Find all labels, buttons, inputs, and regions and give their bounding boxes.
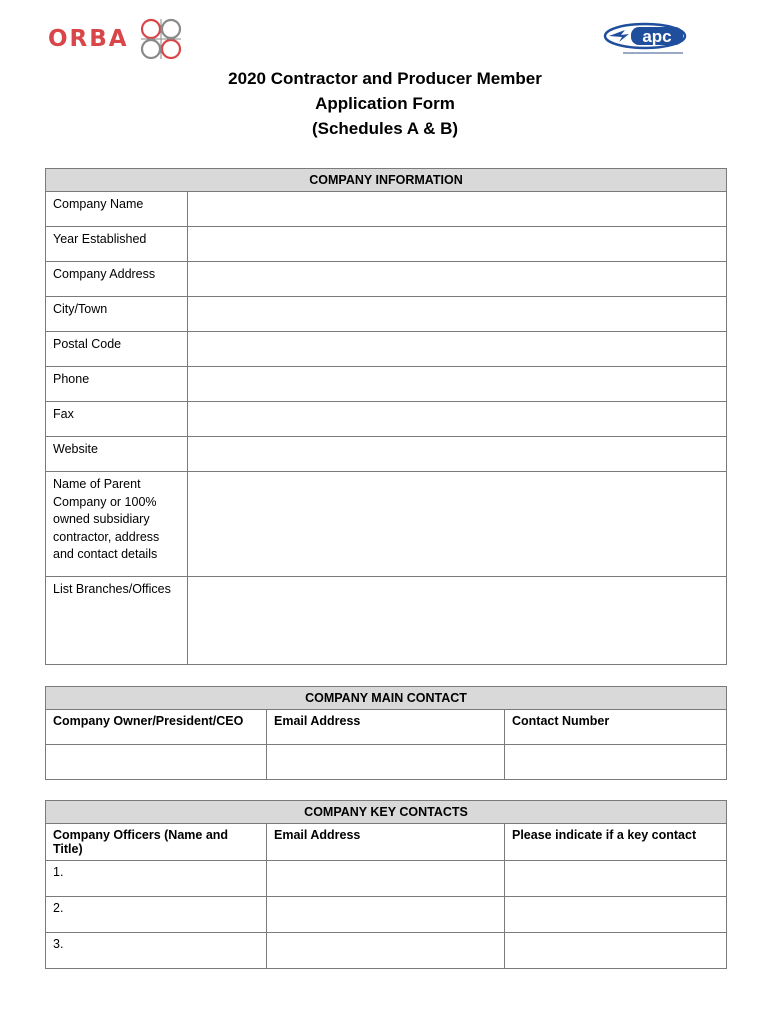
title-line-2: Application Form bbox=[315, 94, 455, 113]
company-name-field[interactable] bbox=[188, 192, 727, 227]
owner-field[interactable] bbox=[46, 745, 267, 780]
row-number-1: 1. bbox=[53, 865, 64, 879]
form-title bbox=[0, 66, 770, 141]
company-information-table bbox=[45, 168, 727, 665]
officer-2-key-contact-field[interactable] bbox=[505, 897, 727, 933]
key-contact-column-header: Please indicate if a key contact bbox=[505, 824, 727, 861]
officer-2-field[interactable] bbox=[46, 897, 267, 933]
website-field[interactable] bbox=[188, 437, 727, 472]
orba-logo-text: ORBA bbox=[48, 26, 129, 52]
company-main-contact-header: COMPANY MAIN CONTACT bbox=[46, 687, 727, 710]
apc-logo-icon bbox=[603, 22, 687, 58]
postal-code-label: Postal Code bbox=[46, 332, 188, 367]
owner-contact-number-field[interactable] bbox=[505, 745, 727, 780]
company-address-label: Company Address bbox=[46, 262, 188, 297]
company-address-field[interactable] bbox=[188, 262, 727, 297]
title-line-3: (Schedules A & B) bbox=[311, 119, 459, 138]
website-label: Website bbox=[46, 437, 188, 472]
year-established-field[interactable] bbox=[188, 227, 727, 262]
row-number-3: 3. bbox=[53, 937, 64, 951]
company-key-contacts-table bbox=[45, 800, 727, 969]
apc-logo bbox=[603, 22, 687, 58]
owner-column-header: Company Owner/President/CEO bbox=[46, 710, 267, 745]
apc-logo-text: apc bbox=[642, 27, 672, 46]
company-main-contact-table bbox=[45, 686, 727, 780]
officer-3-field[interactable] bbox=[46, 933, 267, 969]
officer-2-email-field[interactable] bbox=[267, 897, 505, 933]
postal-code-field[interactable] bbox=[188, 332, 727, 367]
city-town-field[interactable] bbox=[188, 297, 727, 332]
officer-3-key-contact-field[interactable] bbox=[505, 933, 727, 969]
parent-company-field[interactable] bbox=[188, 472, 727, 577]
company-key-contacts-header: COMPANY KEY CONTACTS bbox=[46, 801, 727, 824]
company-information-header: COMPANY INFORMATION bbox=[46, 169, 727, 192]
branches-offices-label: List Branches/Offices bbox=[46, 577, 188, 665]
officer-1-field[interactable] bbox=[46, 861, 267, 897]
fax-field[interactable] bbox=[188, 402, 727, 437]
officer-3-email-field[interactable] bbox=[267, 933, 505, 969]
phone-field[interactable] bbox=[188, 367, 727, 402]
owner-email-field[interactable] bbox=[267, 745, 505, 780]
officer-email-column-header: Email Address bbox=[267, 824, 505, 861]
orba-logo bbox=[48, 14, 185, 64]
officer-1-email-field[interactable] bbox=[267, 861, 505, 897]
orba-clover-icon bbox=[137, 15, 185, 63]
officers-column-header: Company Officers (Name and Title) bbox=[46, 824, 267, 861]
phone-label: Phone bbox=[46, 367, 188, 402]
city-town-label: City/Town bbox=[46, 297, 188, 332]
year-established-label: Year Established bbox=[46, 227, 188, 262]
branches-offices-field[interactable] bbox=[188, 577, 727, 665]
email-column-header: Email Address bbox=[267, 710, 505, 745]
row-number-2: 2. bbox=[53, 901, 64, 915]
officer-1-key-contact-field[interactable] bbox=[505, 861, 727, 897]
contact-number-column-header: Contact Number bbox=[505, 710, 727, 745]
company-name-label: Company Name bbox=[46, 192, 188, 227]
parent-company-label: Name of Parent Company or 100% owned subsidiary contractor, address and contact details bbox=[46, 472, 188, 577]
fax-label: Fax bbox=[46, 402, 188, 437]
title-line-1: 2020 Contractor and Producer Member bbox=[228, 69, 542, 88]
